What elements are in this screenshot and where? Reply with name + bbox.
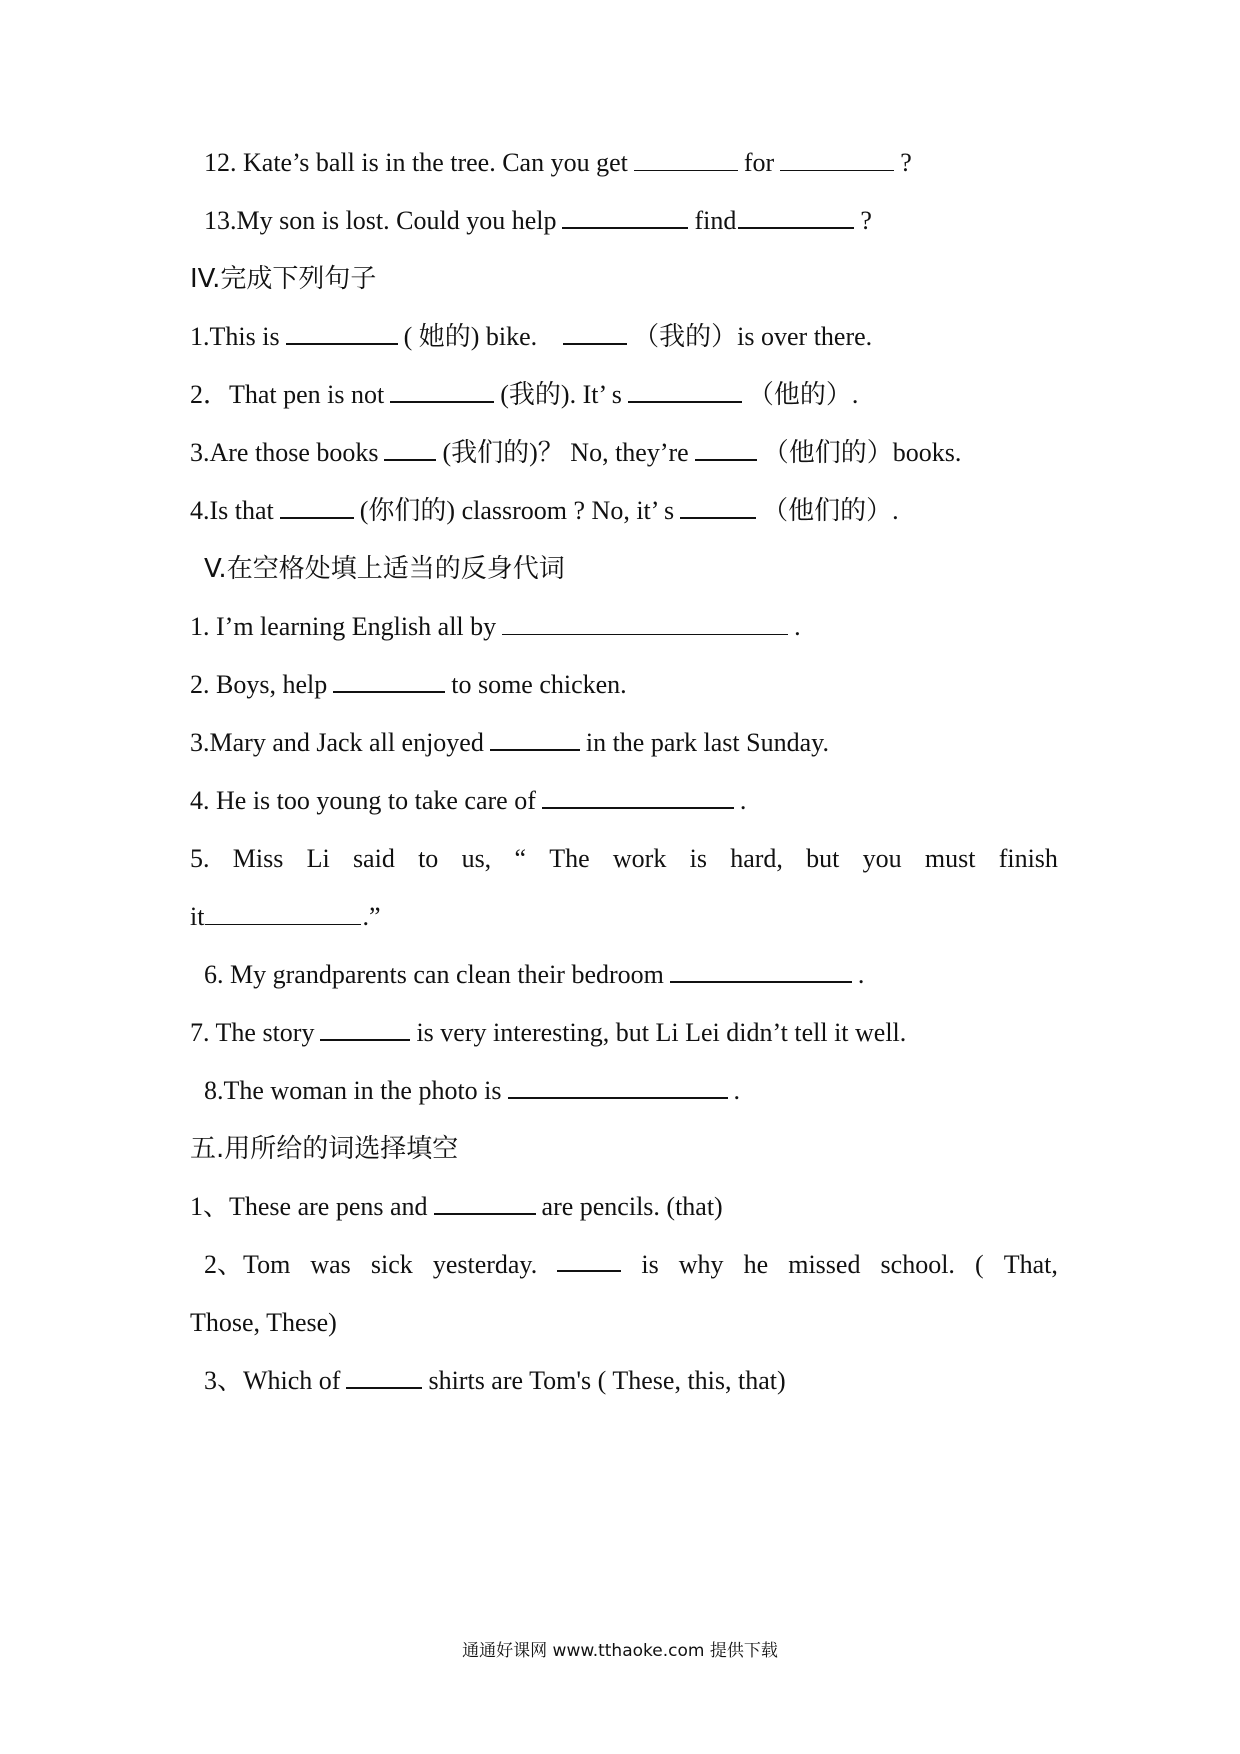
question-12: 12. Kate’s ball is in the tree. Can you get for ? bbox=[204, 148, 912, 177]
answer-blank[interactable] bbox=[280, 495, 354, 519]
answer-blank[interactable] bbox=[634, 148, 738, 171]
answer-blank[interactable] bbox=[320, 1017, 410, 1041]
section-heading-iv: IV.完成下列句子 bbox=[190, 264, 377, 294]
exercise-five-2: 2、Tom was sick yesterday. is why he missed school. ( That, bbox=[204, 1250, 1058, 1279]
question-13: 13.My son is lost. Could you help find ? bbox=[204, 206, 872, 235]
answer-blank[interactable] bbox=[563, 321, 627, 345]
answer-blank[interactable] bbox=[390, 379, 494, 403]
exercise-five-2-continued: Those, These) bbox=[190, 1308, 337, 1337]
section-heading-five: 五.用所给的词选择填空 bbox=[190, 1134, 459, 1164]
answer-blank[interactable] bbox=[508, 1075, 728, 1099]
exercise-v-5: 5. Miss Li said to us, “ The work is hard, but you must finish bbox=[190, 844, 1058, 873]
answer-blank[interactable] bbox=[780, 148, 894, 171]
answer-blank[interactable] bbox=[557, 1248, 621, 1272]
exercise-iv-4: 4.Is that (你们的) classroom ? No, it’ s （他们的）. bbox=[190, 496, 899, 525]
answer-blank[interactable] bbox=[738, 205, 854, 229]
answer-blank[interactable] bbox=[205, 902, 361, 925]
answer-blank[interactable] bbox=[346, 1365, 422, 1389]
answer-blank[interactable] bbox=[562, 205, 688, 229]
answer-blank[interactable] bbox=[680, 495, 756, 519]
exercise-v-7: 7. The story is very interesting, but Li Lei didn’t tell it well. bbox=[190, 1018, 907, 1047]
answer-blank[interactable] bbox=[628, 379, 742, 403]
answer-blank[interactable] bbox=[670, 959, 852, 983]
exercise-iv-1: 1.This is ( 她的) bike. （我的）is over there. bbox=[190, 322, 873, 351]
exercise-v-4: 4. He is too young to take care of . bbox=[190, 786, 747, 815]
answer-blank[interactable] bbox=[695, 437, 757, 461]
exercise-v-1: 1. I’m learning English all by . bbox=[190, 612, 801, 641]
exercise-v-5-continued: it .” bbox=[190, 902, 381, 931]
exercise-iv-2: 2．That pen is not (我的). It’ s （他的）. bbox=[190, 380, 859, 409]
exercise-v-8: 8.The woman in the photo is . bbox=[204, 1076, 741, 1105]
answer-blank[interactable] bbox=[542, 785, 734, 809]
answer-blank[interactable] bbox=[434, 1191, 536, 1215]
exercise-iv-3: 3.Are those books (我们的)？ No, they’re （他们的）books. bbox=[190, 438, 962, 467]
answer-blank[interactable] bbox=[384, 437, 436, 461]
footer-source-text: 通通好课网 www.tthaoke.com 提供下载 bbox=[462, 1641, 778, 1661]
exercise-v-2: 2. Boys, help to some chicken. bbox=[190, 670, 627, 699]
answer-blank[interactable] bbox=[490, 727, 580, 751]
answer-blank[interactable] bbox=[502, 612, 788, 635]
exercise-five-1: 1、These are pens and are pencils. (that) bbox=[190, 1192, 723, 1221]
exercise-five-3: 3、Which of shirts are Tom's ( These, this, that) bbox=[204, 1366, 786, 1395]
exercise-v-3: 3.Mary and Jack all enjoyed in the park last Sunday. bbox=[190, 728, 829, 757]
answer-blank[interactable] bbox=[286, 321, 398, 345]
answer-blank[interactable] bbox=[333, 669, 445, 693]
exercise-v-6: 6. My grandparents can clean their bedroom . bbox=[204, 960, 865, 989]
section-heading-v: V.在空格处填上适当的反身代词 bbox=[204, 554, 565, 584]
